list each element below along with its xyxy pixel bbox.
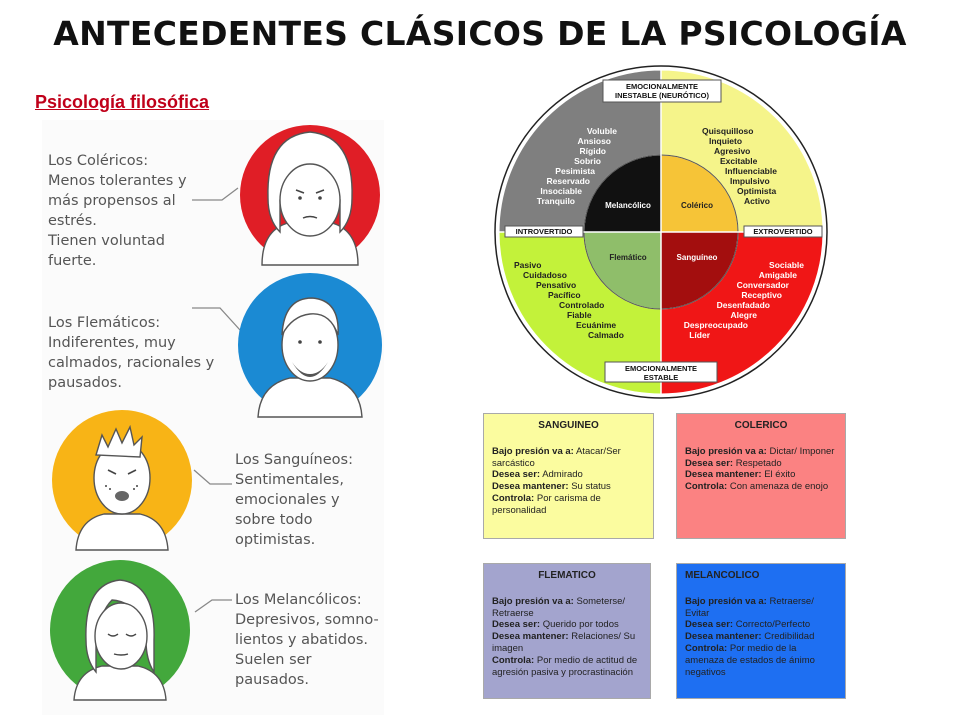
info-row (685, 619, 837, 631)
info-row (685, 643, 837, 678)
info-row (492, 655, 642, 679)
info-row-label: Controla: (492, 492, 535, 504)
info-row-label: Desea ser: (492, 619, 541, 631)
flematico-trait: Fiable (567, 310, 592, 320)
flematico-trait: Pensativo (536, 280, 577, 290)
neurotic-axis-label-line1: EMOCIONALMENTE (625, 82, 699, 91)
info-row-value: El éxito (764, 469, 796, 481)
flematico-trait: Pasivo (514, 260, 542, 270)
sanguineo-trait: Sociable (769, 260, 804, 270)
info-row-value: Credibilidad (764, 631, 815, 643)
info-box-sanguineo (483, 413, 654, 539)
info-row-value: Por medio de actitud de agresión pasiva y procrastinación (492, 654, 638, 678)
colerico-trait: Influenciable (725, 166, 777, 176)
info-box-title: MELANCOLICO (685, 570, 760, 581)
info-row-value: Querido por todos (542, 619, 619, 631)
sanguineo-trait: Líder (689, 330, 710, 340)
info-row-value: Correcto/Perfecto (735, 619, 811, 631)
info-row (685, 596, 837, 620)
page-title: ANTECEDENTES CLÁSICOS DE LA PSICOLOGÍA (53, 14, 907, 53)
info-row (492, 631, 642, 655)
sanguineo-trait: Despreocupado (683, 320, 748, 330)
info-row (492, 596, 642, 620)
sanguineo-label: Sanguíneo (676, 253, 718, 262)
info-box-title: COLERICO (734, 420, 788, 431)
colerico-trait: Optimista (737, 186, 777, 196)
info-row-label: Bajo presión va a: (685, 445, 767, 457)
flematico-label: Flemático (609, 253, 647, 262)
stable-axis-label-line2: ESTABLE (643, 373, 679, 382)
colerico-trait: Quisquilloso (702, 126, 754, 136)
flematico-trait: Controlado (559, 300, 605, 310)
info-row (685, 446, 837, 458)
info-row-label: Desea ser: (685, 619, 734, 631)
melancolico-trait: Insociable (540, 186, 582, 196)
extroverted-axis-label: EXTROVERTIDO (753, 227, 813, 236)
info-row-label: Desea mantener: (685, 631, 762, 643)
melancolico-trait: Reservado (546, 176, 590, 186)
flematico-trait: Calmado (588, 330, 624, 340)
info-row-value: Retraerse/ Evitar (685, 595, 814, 619)
info-row-value: Admirado (542, 469, 583, 481)
info-row-value: Por carisma de personalidad (492, 492, 601, 516)
flematico-trait: Cuidadoso (523, 270, 567, 280)
stable-axis-label-line1: EMOCIONALMENTE (624, 364, 698, 373)
info-row-value: Respetado (735, 457, 782, 469)
info-row-label: Bajo presión va a: (492, 445, 574, 457)
sanguineo-trait: Conversador (736, 280, 789, 290)
info-box-colerico (676, 413, 846, 539)
sanguineo-trait: Desenfadado (716, 300, 770, 310)
info-row (492, 481, 645, 493)
info-row-label: Controla: (685, 642, 728, 654)
info-row-label: Desea ser: (685, 457, 734, 469)
melancolico-trait: Rígido (579, 146, 606, 156)
colerico-trait: Impulsivo (730, 176, 770, 186)
colerico-trait: Excitable (720, 156, 758, 166)
info-row (685, 481, 837, 493)
info-row-label: Desea mantener: (685, 469, 762, 481)
melancolico-label: Melancólico (605, 201, 651, 210)
info-row (492, 619, 642, 631)
info-row-value: Su status (571, 481, 611, 493)
melancolico-trait: Pesimista (555, 166, 595, 176)
neurotic-axis-label-line2: INESTABLE (NEURÓTICO) (614, 91, 710, 100)
section-subtitle: Psicología filosófica (35, 92, 210, 112)
info-row (685, 631, 837, 643)
info-row-label: Bajo presión va a: (492, 595, 574, 607)
info-row-value: Atacar/Ser sarcástico (492, 445, 621, 469)
colerico-trait: Agresivo (714, 146, 751, 156)
melancolico-trait: Sobrio (574, 156, 601, 166)
introverted-axis-label: INTROVERTIDO (515, 227, 573, 236)
info-box-melancolico (676, 563, 846, 699)
info-row-label: Controla: (685, 481, 728, 493)
info-box-title: FLEMATICO (538, 570, 596, 581)
colerico-trait: Inquieto (709, 136, 743, 146)
flematico-trait: Ecuánime (576, 320, 617, 330)
melancolico-trait: Tranquilo (536, 196, 575, 206)
info-row-label: Desea mantener: (492, 631, 569, 643)
info-row-value: Con amenaza de enojo (729, 481, 829, 493)
info-box-title: SANGUINEO (538, 420, 599, 431)
info-row (685, 458, 837, 470)
colerico-trait: Activo (744, 196, 770, 206)
info-row-value: Por medio de la amenaza de estados de ánimo negativos (685, 642, 815, 678)
info-row-value: Someterse/ Retraerse (492, 595, 626, 619)
info-row (685, 469, 837, 481)
info-row-label: Bajo presión va a: (685, 595, 767, 607)
melancolico-trait: Voluble (586, 126, 617, 136)
melancholic-description: Los Melancólicos: Depresivos, somno-lientos y abatidos. Suelen ser pausados. (235, 592, 379, 688)
info-box-flematico (483, 563, 651, 699)
melancolico-trait: Ansioso (577, 136, 611, 146)
flematico-trait: Pacífico (548, 290, 581, 300)
info-row (492, 446, 645, 470)
info-row-value: Relaciones/ Su imagen (492, 631, 636, 654)
info-row (492, 493, 645, 517)
info-row-label: Desea ser: (492, 469, 541, 481)
info-row-label: Desea mantener: (492, 481, 569, 493)
sanguineo-trait: Alegre (730, 310, 757, 320)
phlegmatic-description: Los Flemáticos: Indiferentes, muy calmados, racionales y pausados. (48, 315, 215, 391)
sanguine-description: Los Sanguíneos: Sentimentales, emocionales y sobre todo optimistas. (235, 452, 353, 548)
info-row-label: Controla: (492, 654, 535, 666)
info-row (492, 469, 645, 481)
coleric-description: Los Coléricos: Menos tolerantes y más propensos al estrés. Tienen voluntad fuerte. (48, 153, 187, 269)
colerico-label: Colérico (680, 201, 714, 210)
sanguineo-trait: Receptivo (741, 290, 782, 300)
sanguineo-trait: Amigable (758, 270, 797, 280)
info-row-value: Dictar/ Imponer (769, 445, 835, 457)
